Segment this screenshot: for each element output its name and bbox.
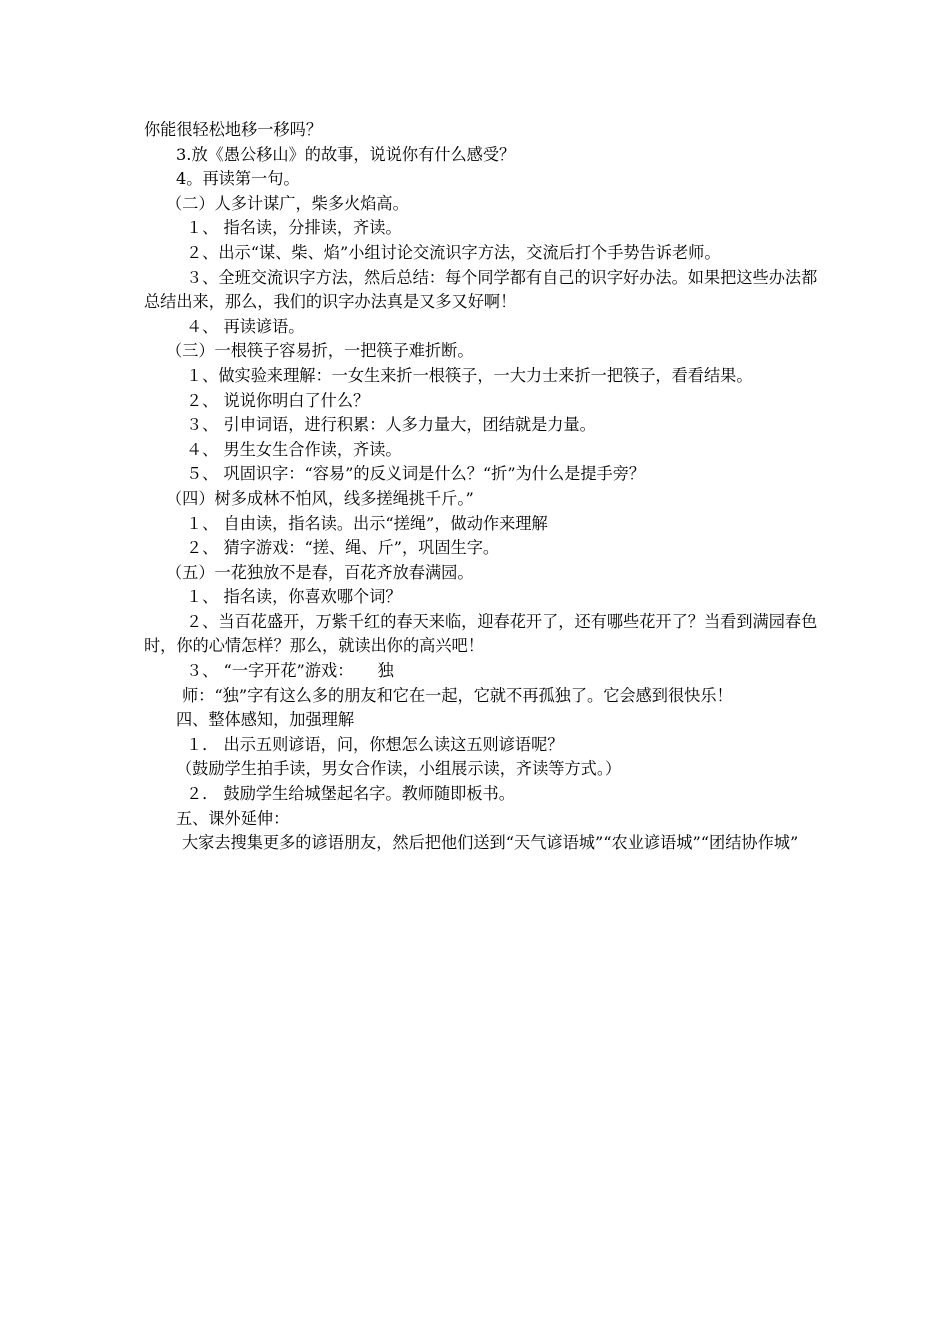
text-paragraph: 大家去搜集更多的谚语朋友，然后把他们送到“天气谚语城”“农业谚语城”“团结协作城” — [182, 833, 799, 853]
text-line: １、做实验来理解：一女生来折一根筷子，一大力士来折一把筷子，看看结果。 — [186, 365, 753, 385]
section-heading: 五、课外延伸： — [176, 808, 290, 828]
text-line: ２、出示“谋、柴、焰”小组讨论交流识字方法，交流后打个手势告诉老师。 — [186, 242, 721, 262]
text-paragraph: ３、全班交流识字方法，然后总结：每个同学都有自己的识字好办法。如果把这些办法都总结出来，那么，我们的识字办法真是又多又好啊！ — [144, 267, 818, 312]
text-line: １、 指名读，分排读，齐读。 — [186, 218, 402, 238]
text-line: 4。再读第一句。 — [176, 169, 300, 189]
document-body — [144, 118, 824, 856]
text-line: ４、 男生女生合作读，齐读。 — [186, 439, 402, 459]
text-line: （鼓励学生拍手读，男女合作读，小组展示读，齐读等方式。） — [176, 759, 622, 779]
section-heading: （五）一花独放不是春，百花齐放春满园。 — [166, 562, 474, 582]
text-line: 你能很轻松地移一移吗？ — [144, 120, 323, 139]
text-line: ２． 鼓励学生给城堡起名字。教师随即板书。 — [186, 784, 515, 804]
section-heading: （二）人多计谋广，柴多火焰高。 — [166, 193, 409, 213]
text-line: 3.放《愚公移山》的故事，说说你有什么感受？ — [176, 144, 516, 164]
section-heading: （四）树多成林不怕风，线多搓绳挑千斤。” — [166, 488, 474, 508]
text-paragraph: ２、当百花盛开，万紫千红的春天来临，迎春花开了，还有哪些花开了？当看到满园春色时，你的心情怎样？那么，就读出你的高兴吧！ — [144, 611, 818, 656]
section-heading: （三）一根筷子容易折，一把筷子难折断。 — [166, 341, 474, 361]
text-line: ２、 说说你明白了什么？ — [186, 390, 370, 410]
text-line: ５、 巩固识字：“容易”的反义词是什么？“折”为什么是提手旁？ — [186, 464, 646, 484]
text-line: １、 指名读，你喜欢哪个词？ — [186, 587, 402, 607]
text-line: ３、 “一字开花”游戏： 独 — [186, 661, 394, 681]
text-line: １． 出示五则谚语，问，你想怎么读这五则谚语呢？ — [186, 734, 564, 754]
section-heading: 四、整体感知，加强理解 — [176, 710, 355, 730]
text-paragraph: 师：“独”字有这么多的朋友和它在一起，它就不再孤独了。它会感到很快乐！ — [182, 685, 733, 705]
text-line: １、 自由读，指名读。出示“搓绳”，做动作来理解 — [186, 513, 548, 533]
text-line: ３、 引申词语，进行积累：人多力量大，团结就是力量。 — [186, 415, 596, 435]
text-line: ２、 猜字游戏：“搓、绳、斤”，巩固生字。 — [186, 538, 500, 558]
text-line: ４、 再读谚语。 — [186, 316, 305, 336]
